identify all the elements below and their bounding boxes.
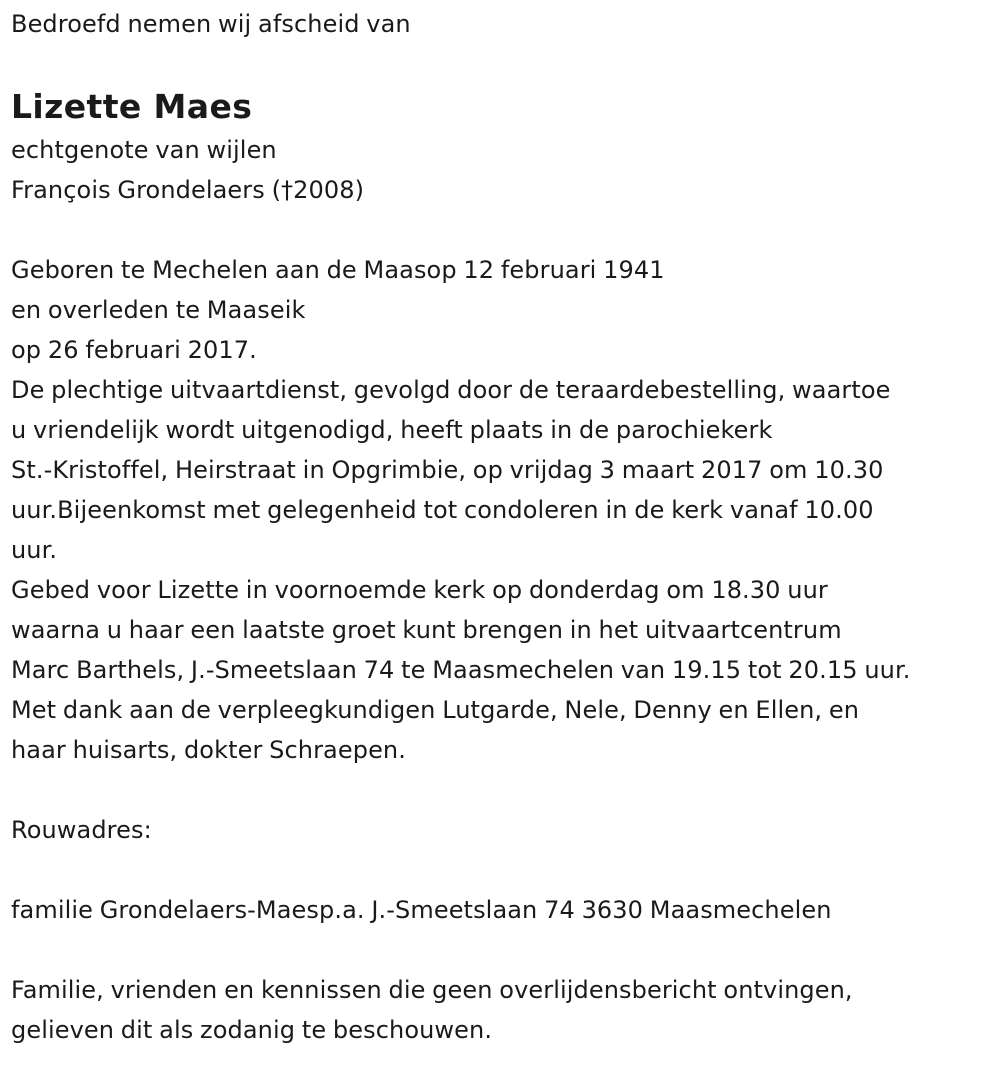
body-line: Met dank aan de verpleegkundigen Lutgarde, Nele, Denny en Ellen, en: [11, 696, 860, 724]
deceased-name: Lizette Maes: [11, 87, 253, 126]
body-line: Gebed voor Lizette in voornoemde kerk op donderdag om 18.30 uur: [11, 576, 828, 604]
body-line: Geboren te Mechelen aan de Maasop 12 februari 1941: [11, 256, 665, 284]
spacer: [11, 850, 1000, 890]
intro-text: Bedroefd nemen wij afscheid van: [11, 10, 411, 38]
body-line: uur.: [11, 536, 58, 564]
spouse-line-2: François Grondelaers (†2008): [11, 176, 365, 204]
body-line: haar huisarts, dokter Schraepen.: [11, 736, 406, 764]
mourning-address: familie Grondelaers-Maesp.a. J.-Smeetslaan 74 3630 Maasmechelen: [11, 896, 832, 924]
body-line: St.-Kristoffel, Heirstraat in Opgrimbie, op vrijdag 3 maart 2017 om 10.30: [11, 456, 884, 484]
body-line: en overleden te Maaseik: [11, 296, 306, 324]
body-line: Marc Barthels, J.-Smeetslaan 74 te Maasmechelen van 19.15 tot 20.15 uur.: [11, 656, 911, 684]
body-line: De plechtige uitvaartdienst, gevolgd door de teraardebestelling, waartoe: [11, 376, 891, 404]
spacer: [11, 930, 1000, 970]
body-line: waarna u haar een laatste groet kunt brengen in het uitvaartcentrum: [11, 616, 842, 644]
spouse-line-1: echtgenote van wijlen: [11, 136, 277, 164]
closing-line-1: Familie, vrienden en kennissen die geen overlijdensbericht ontvingen,: [11, 976, 853, 1004]
spacer: [11, 770, 1000, 810]
body-line: u vriendelijk wordt uitgenodigd, heeft plaats in de parochiekerk: [11, 416, 773, 444]
spacer: [11, 210, 1000, 250]
body-line: uur.Bijeenkomst met gelegenheid tot condoleren in de kerk vanaf 10.00: [11, 496, 874, 524]
closing-line-2: gelieven dit als zodanig te beschouwen.: [11, 1016, 493, 1044]
body-line: op 26 februari 2017.: [11, 336, 257, 364]
address-label: Rouwadres:: [11, 816, 152, 844]
